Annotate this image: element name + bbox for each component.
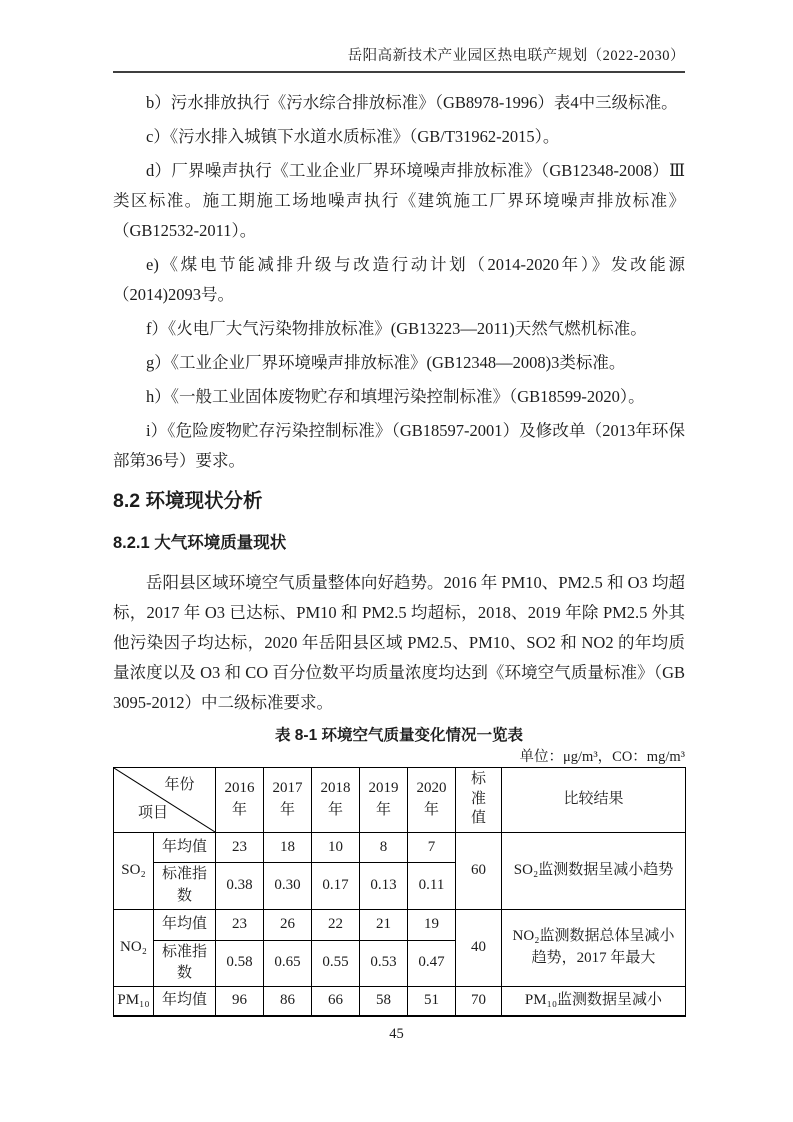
year-header-2016: 2016年 (216, 768, 264, 833)
year-header-2018: 2018年 (312, 768, 360, 833)
standard-item-g: g）《工业企业厂界环境噪声排放标准》(GB12348—2008)3类标准。 (146, 353, 626, 372)
pollutant-pm10: PM₁₀ (114, 987, 154, 1016)
standard-value-no2: 40 (456, 909, 502, 987)
table-cell: 26 (264, 909, 312, 940)
section-heading-8-2-1: 8.2.1 大气环境质量现状 (113, 534, 287, 552)
comparison-result-header: 比较结果 (502, 768, 686, 833)
table-cell: 22 (312, 909, 360, 940)
page-header-title: 岳阳高新技术产业园区热电联产规划（2022-2030） (113, 44, 685, 73)
table-cell: 23 (216, 833, 264, 863)
table-cell: 58 (360, 987, 408, 1016)
table-cell: 0.30 (264, 863, 312, 910)
table-cell: 23 (216, 909, 264, 940)
table-cell: 0.58 (216, 940, 264, 987)
year-header-2019: 2019年 (360, 768, 408, 833)
standard-item-b: b）污水排放执行《污水综合排放标准》（GB8978-1996）表4中三级标准。 (146, 93, 678, 112)
table-cell: 7 (408, 833, 456, 863)
table-cell: 0.55 (312, 940, 360, 987)
year-header-2020: 2020年 (408, 768, 456, 833)
table-cell: 0.65 (264, 940, 312, 987)
standard-item-d: d）厂界噪声执行《工业企业厂界环境噪声排放标准》（GB12348-2008）Ⅲ类区标准。施工期施工场地噪声执行《建筑施工厂界环境噪声排放标准》（GB12532-2011）。 (113, 161, 685, 240)
standard-item-f: f）《火电厂大气污染物排放标准》(GB13223—2011)天然气燃机标准。 (146, 319, 647, 338)
section-heading-8-2: 8.2 环境现状分析 (113, 490, 263, 512)
table-cell: 19 (408, 909, 456, 940)
pollutant-no2: NO₂ (114, 909, 154, 987)
table-cell: 96 (216, 987, 264, 1016)
standard-value-pm10: 70 (456, 987, 502, 1016)
table-cell: 0.38 (216, 863, 264, 910)
standard-item-e: e)《煤电节能减排升级与改造行动计划（2014-2020年）》发改能源（2014)2093号。 (113, 255, 685, 304)
row-so2-annual (114, 833, 686, 863)
air-quality-paragraph: 岳阳县区域环境空气质量整体向好趋势。2016 年 PM10、PM2.5 和 O3 均超标，2017 年 O3 已达标、PM10 和 PM2.5 均超标，2018、2019 年除 PM2.5 外其他污染因子均达标，2020 年岳阳县区域 PM2.5、PM10、SO2 和 NO2 的年均质量浓度以及 O3 和 CO 百分位数平均质量浓度均达到《环境空气质量标准》（GB 3095-2012）中二级标准要求。 (113, 573, 685, 712)
table-unit-note: 单位：μg/m³，CO：mg/m³ (519, 749, 685, 765)
table-cell: 21 (360, 909, 408, 940)
table-cell: 51 (408, 987, 456, 1016)
standard-item-i: i）《危险废物贮存污染控制标准》（GB18597-2001）及修改单（2013年环保部第36号）要求。 (113, 421, 685, 470)
result-so2: SO₂监测数据呈减小趋势 (502, 833, 686, 910)
table-cell: 0.53 (360, 940, 408, 987)
row-no2-annual (114, 909, 686, 940)
corner-label-item: 项目 (138, 805, 169, 822)
pollutant-so2: SO₂ (114, 833, 154, 910)
standard-value-so2: 60 (456, 833, 502, 910)
air-quality-table (113, 767, 686, 1017)
metric-label: 年均值 (154, 909, 216, 940)
metric-label: 年均值 (154, 987, 216, 1016)
corner-label-year: 年份 (164, 777, 195, 793)
standard-item-c: c）《污水排入城镇下水道水质标准》（GB/T31962-2015）。 (146, 127, 560, 146)
corner-header-cell (114, 768, 216, 833)
standard-item-h: h）《一般工业固体废物贮存和填埋污染控制标准》（GB18599-2020）。 (146, 387, 645, 406)
table-cell: 18 (264, 833, 312, 863)
row-pm10-annual (114, 987, 686, 1016)
table-cell: 66 (312, 987, 360, 1016)
metric-label: 标准指数 (154, 940, 216, 987)
metric-label: 标准指数 (154, 863, 216, 910)
result-pm10: PM₁₀监测数据呈减小 (502, 987, 686, 1016)
result-no2: NO₂监测数据总体呈减小趋势，2017 年最大 (502, 909, 686, 987)
table-cell: 0.47 (408, 940, 456, 987)
year-header-2017: 2017年 (264, 768, 312, 833)
table-header-row (114, 768, 686, 833)
table-cell: 0.17 (312, 863, 360, 910)
page-content (113, 88, 685, 1017)
table-cell: 86 (264, 987, 312, 1016)
table-cell: 8 (360, 833, 408, 863)
standard-value-header: 标准值 (456, 768, 502, 833)
table-caption: 表 8-1 环境空气质量变化情况一览表 (274, 727, 524, 744)
table-cell: 10 (312, 833, 360, 863)
table-cell: 0.13 (360, 863, 408, 910)
metric-label: 年均值 (154, 833, 216, 863)
page-number: 45 (389, 1026, 404, 1042)
table-cell: 0.11 (408, 863, 456, 910)
